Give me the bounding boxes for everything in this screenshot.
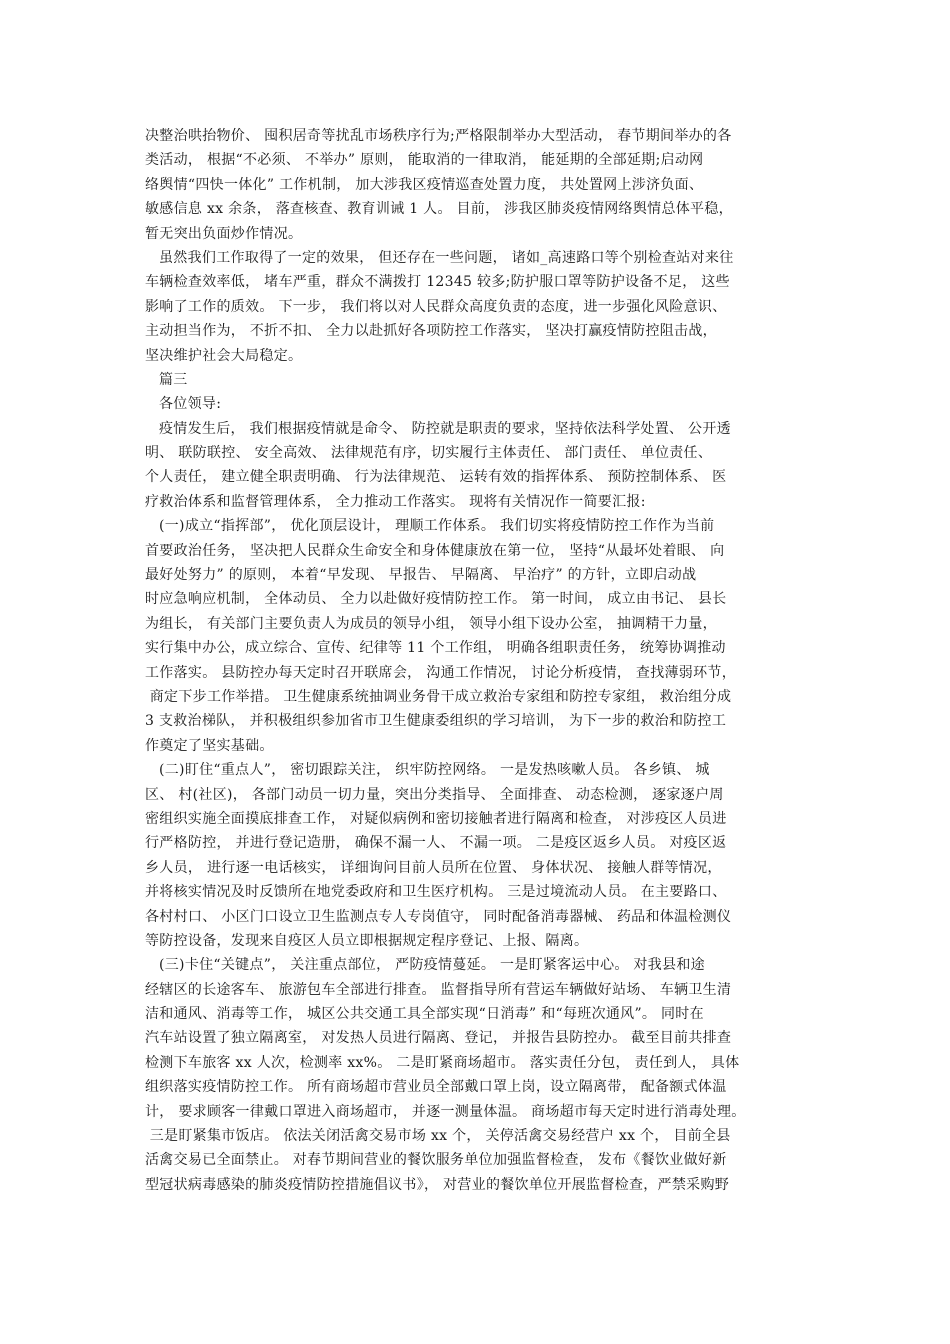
text-line: 三是盯紧集市饭店。 依法关闭活禽交易市场 xx 个， 关停活禽交易经营户 xx 个， 目前全县 xyxy=(145,1128,731,1145)
text-line: 汽车站设置了独立隔离室， 对发热人员进行隔离、登记， 并报告县防控办。 截至目前共排查 xyxy=(145,1030,732,1047)
text-line: 洁和通风、消毒等工作， 城区公共交通工具全部实现“日消毒” 和“每班次通风”。 同时在 xyxy=(145,1006,704,1023)
text-line: 敏感信息 xx 余条， 落查核查、教育训诫 1 人。 目前， 涉我区肺炎疫情网络舆情总体平稳， xyxy=(145,201,733,218)
text-line: 工作落实。 县防控办每天定时召开联席会， 沟通工作情况， 讨论分析疫情， 查找薄弱环节， xyxy=(145,664,736,681)
text-line: 作奠定了坚实基础。 xyxy=(145,737,274,754)
text-line: 主动担当作为， 不折不扣、 全力以赴抓好各项防控工作落实， 坚决打赢疫情防控阻击战， xyxy=(145,323,717,340)
text-line: 检测下车旅客 xx 人次，检测率 xx%。 二是盯紧商场超市。 落实责任分包， 责任到人， 具体 xyxy=(145,1054,740,1071)
text-line: 各村村口、 小区门口设立卫生监测点专人专岗值守， 同时配备消毒器械、 药品和体温检测仪 xyxy=(145,908,732,925)
text-line: 型冠状病毒感染的肺炎疫情防控措施倡议书》， 对营业的餐饮单位开展监督检查，严禁采购野 xyxy=(145,1176,730,1193)
text-line: 等防控设备，发现来自疫区人员立即根据规定程序登记、上报、隔离。 xyxy=(145,932,589,949)
text-line: 虽然我们工作取得了一定的效果， 但还存在一些问题， 诸如_高速路口等个别检查站对来往 xyxy=(159,249,734,266)
text-line: 类活动， 根据“不必须、 不举办” 原则， 能取消的一律取消， 能延期的全部延期;启动网 xyxy=(145,152,704,169)
text-line: (二)盯住“重点人”， 密切跟踪关注， 织牢防控网络。 一是发热咳嗽人员。 各乡镇、 城 xyxy=(159,762,710,779)
text-line: 并将核实情况及时反馈所在地党委政府和卫生医疗机构。 三是过境流动人员。 在主要路口、 xyxy=(145,884,727,901)
text-line: 暂无突出负面炒作情况。 xyxy=(145,225,303,242)
text-line: 坚决维护社会大局稳定。 xyxy=(145,347,303,364)
text-line: 各位领导: xyxy=(159,396,222,413)
text-line: 明、 联防联控、 安全高效、 法律规范有序，切实履行主体责任、 部门责任、 单位责任、 xyxy=(145,445,713,462)
text-line: 首要政治任务， 坚决把人民群众生命安全和身体健康放在第一位， 坚持“从最坏处着眼、 向 xyxy=(145,542,725,559)
text-line: 乡人员， 进行逐一电话核实， 详细询问目前人员所在位置、 身体状况、 接触人群等情况， xyxy=(145,859,722,876)
text-line: 篇三 xyxy=(159,371,188,388)
text-line: (三)卡住“关键点”， 关注重点部位， 严防疫情蔓延。 一是盯紧客运中心。 对我县和途 xyxy=(159,957,705,974)
text-line: 影响了工作的质效。 下一步， 我们将以对人民群众高度负责的态度，进一步强化风险意识、 xyxy=(145,298,727,315)
text-line: 时应急响应机制， 全体动员、 全力以赴做好疫情防控工作。 第一时间， 成立由书记、 县长 xyxy=(145,591,727,608)
text-line: 计， 要求顾客一律戴口罩进入商场超市， 并逐一测量体温。 商场超市每天定时进行消毒处理。 xyxy=(145,1103,746,1120)
document-body xyxy=(145,124,820,1197)
text-line: 实行集中办公，成立综合、宣传、纪律等 11 个工作组， 明确各组职责任务， 统筹协调推动 xyxy=(145,640,726,657)
text-line: 组织落实疫情防控工作。 所有商场超市营业员全部戴口罩上岗，设立隔离带， 配备额式体温 xyxy=(145,1079,727,1096)
text-line: 3 支救治梯队， 并积极组织参加省市卫生健康委组织的学习培训， 为下一步的救治和防控工 xyxy=(145,713,727,730)
text-line: 最好处努力” 的原则， 本着“早发现、 早报告、 早隔离、 早治疗” 的方针，立即启动战 xyxy=(145,567,697,584)
text-line: 个人责任， 建立健全职责明确、 行为法律规范、 运转有效的指挥体系、 预防控制体系、 医 xyxy=(145,469,727,486)
text-line: 活禽交易已全面禁止。 对春节期间营业的餐饮服务单位加强监督检查， 发布《餐饮业做好新 xyxy=(145,1152,727,1169)
text-line: 车辆检查效率低， 堵车严重，群众不满拨打 12345 较多;防护服口罩等防护设备不足， 这些 xyxy=(145,274,730,291)
text-line: (一)成立“指挥部”， 优化顶层设计， 理顺工作体系。 我们切实将疫情防控工作作为当前 xyxy=(159,518,715,535)
text-line: 区、 村(社区)， 各部门动员一切力量，突出分类指导、 全面排查、 动态检测， 逐家逐户周 xyxy=(145,786,724,803)
text-line: 经辖区的长途客车、 旅游包车全部进行排查。 监督指导所有营运车辆做好站场、 车辆卫生清 xyxy=(145,981,732,998)
text-line: 决整治哄抬物价、 囤积居奇等扰乱市场秩序行为;严格限制举办大型活动， 春节期间举办的各 xyxy=(145,128,732,144)
text-line: 疗救治体系和监督管理体系， 全力推动工作落实。 现将有关情况作一简要汇报: xyxy=(145,493,646,510)
text-line: 疫情发生后， 我们根据疫情就是命令、 防控就是职责的要求，坚持依法科学处置、 公开透 xyxy=(159,420,731,437)
text-line: 商定下步工作举措。 卫生健康系统抽调业务骨干成立救治专家组和防控专家组， 救治组分成 xyxy=(145,688,732,705)
text-line: 密组织实施全面摸底排查工作， 对疑似病例和密切接触者进行隔离和检查， 对涉疫区人员进 xyxy=(145,810,727,827)
text-line: 为组长， 有关部门主要负责人为成员的领导小组， 领导小组下设办公室， 抽调精干力量， xyxy=(145,615,717,632)
text-line: 络舆情“四快一体化” 工作机制， 加大涉我区疫情巡查处置力度， 共处置网上涉济负面、 xyxy=(145,176,704,193)
text-line: 行严格防控， 并进行登记造册， 确保不漏一人、 不漏一项。 二是疫区返乡人员。 对疫区返 xyxy=(145,835,727,852)
